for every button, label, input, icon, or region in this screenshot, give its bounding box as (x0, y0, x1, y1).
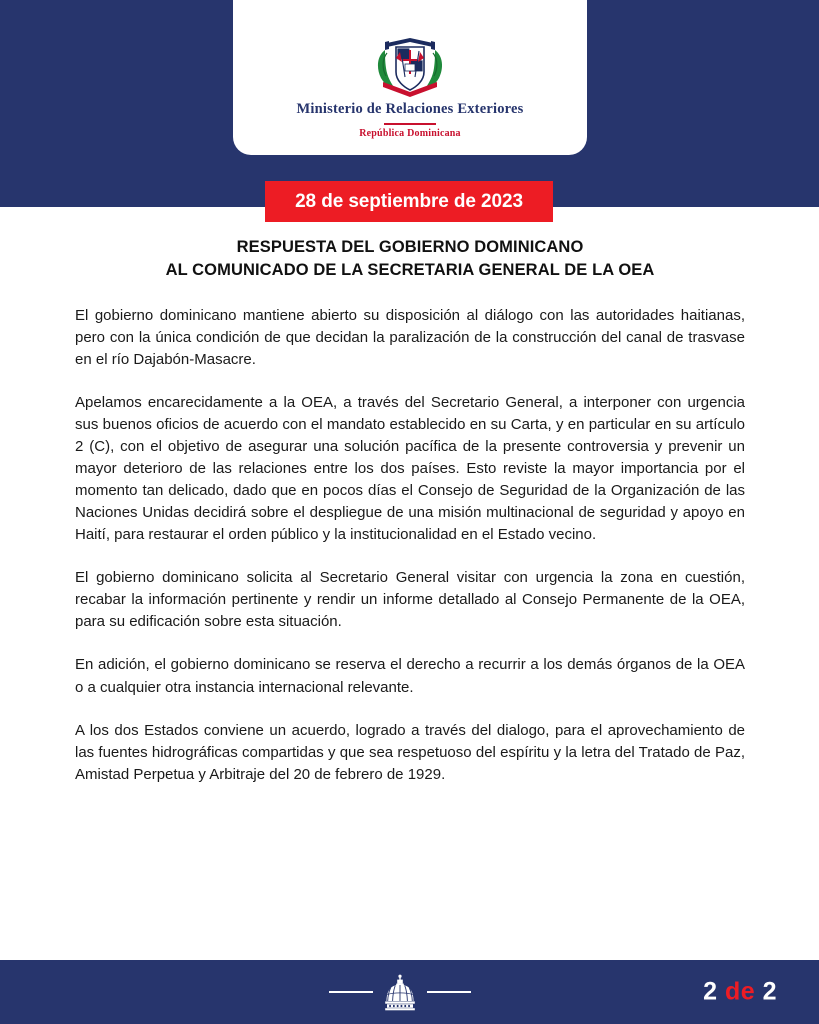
page-total: 2 (762, 977, 777, 1006)
date-banner: 28 de septiembre de 2023 (265, 181, 553, 222)
page-number (703, 978, 777, 1007)
page-title-line-1: RESPUESTA DEL GOBIERNO DOMINICANO (236, 238, 584, 256)
body-paragraph: El gobierno dominicano mantiene abierto su disposición al diálogo con las autoridades haitianas, pero con la única condición de que decidan la paralización de la construcción del canal de trasvase en el río Dajabón-Masacre. (75, 306, 745, 368)
footer-rule-left (329, 991, 373, 993)
header-band (0, 0, 819, 207)
page-separator: de (724, 977, 756, 1006)
page-title (75, 236, 745, 283)
page-current: 2 (703, 977, 718, 1006)
ministry-header-card (233, 0, 587, 155)
footer-band (0, 960, 819, 1024)
country-name: República Dominicana (359, 128, 461, 139)
body-paragraph: A los dos Estados conviene un acuerdo, logrado a través del dialogo, para el aprovechamiento de las fuentes hidrográficas compartidas y que sea respetuoso del espíritu y la letra del Tratado de Paz, Amistad Perpetua y Arbitraje del 20 de febrero de 1929. (75, 721, 745, 783)
document-body (75, 236, 745, 786)
page-title-line-2: AL COMUNICADO DE LA SECRETARIA GENERAL DE LA OEA (165, 261, 655, 280)
footer-emblem-group (325, 971, 475, 1013)
dominican-republic-coat-of-arms-icon (371, 32, 449, 98)
ministry-name: Ministerio de Relaciones Exteriores (296, 101, 524, 118)
capitol-dome-icon (382, 973, 418, 1011)
ministry-divider (384, 123, 436, 125)
footer-rule-right (427, 991, 471, 993)
body-paragraph: El gobierno dominicano solicita al Secretario General visitar con urgencia la zona en cuestión, recabar la información pertinente y rendir un informe detallado al Consejo Permanente de la OEA, para su edificación sobre esta situación. (75, 569, 745, 631)
body-paragraph: En adición, el gobierno dominicano se reserva el derecho a recurrir a los demás órganos de la OEA o a cualquier otra instancia internacional relevante. (75, 656, 745, 696)
body-paragraph: Apelamos encarecidamente a la OEA, a través del Secretario General, a interponer con urgencia sus buenos oficios de acuerdo con el mandato establecido en su Carta, y en particular en su artículo 2 (C), con el objetivo de asegurar una solución pacífica de la presente controversia y prevenir un mayor deterioro de las relaciones entre los dos países. Esto reviste la mayor importancia por el momento tan delicado, dado que en pocos días el Consejo de Seguridad de la Organización de las Naciones Unidas decidirá sobre el despliegue de una misión multinacional de seguridad y apoyo en Haití, para restaurar el orden público y la institucionalidad en el Estado vecino. (75, 393, 745, 544)
